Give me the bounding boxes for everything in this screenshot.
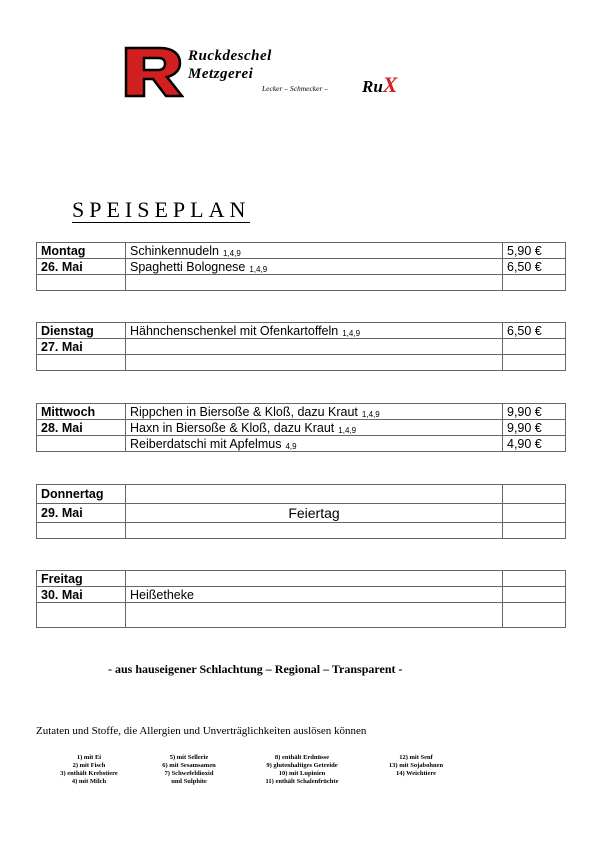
day-date: 26. Mai (37, 259, 126, 275)
table-row (37, 485, 566, 504)
allergen-item: und Sulphite (171, 778, 207, 785)
day-table-friday (36, 570, 566, 628)
logo-r-mark (122, 46, 184, 98)
table-row (37, 404, 566, 420)
dish-cell (126, 339, 503, 355)
empty-cell (37, 275, 126, 291)
allergen-codes: 1,4,9 (342, 328, 361, 338)
dish-cell (126, 523, 503, 539)
dish-cell (126, 275, 503, 291)
empty-cell (37, 523, 126, 539)
day-date: 28. Mai (37, 420, 126, 436)
price: 9,90 € (503, 404, 566, 420)
rux-prefix: Ru (362, 77, 383, 96)
day-name: Dienstag (37, 323, 126, 339)
allergen-codes: 1,4,9 (222, 248, 241, 258)
company-logo (122, 46, 412, 102)
allergen-item: 7) Schwefeldioxid (164, 770, 214, 777)
company-name-line1: Ruckdeschel (188, 48, 272, 64)
allergen-item: 9) glutenhaltiges Getreide (266, 762, 338, 769)
allergen-item: 10) mit Lupinien (278, 770, 326, 777)
rux-suffix: X (382, 72, 398, 97)
allergen-heading: Zutaten und Stoffe, die Allergien und Unverträglichkeiten auslösen können (36, 725, 367, 737)
allergen-item: 8) enthält Erdnüsse (274, 754, 330, 761)
day-name: Montag (37, 243, 126, 259)
dish-cell (126, 355, 503, 371)
price (503, 339, 566, 355)
company-name-line2: Metzgerei (188, 66, 254, 82)
allergen-item: 3) enthält Krebstiere (60, 770, 118, 777)
table-row (37, 355, 566, 371)
dish-name: Hähnchenschenkel mit Ofenkartoffeln (130, 323, 339, 338)
dish-name: Schinkennudeln (130, 243, 219, 258)
table-row (37, 339, 566, 355)
dish-name: Spaghetti Bolognese (130, 259, 246, 274)
allergen-column-2 (152, 754, 226, 786)
price: 6,50 € (503, 323, 566, 339)
price (503, 587, 566, 603)
allergen-item: 6) mit Sesamsamen (162, 762, 216, 769)
dish-cell (126, 259, 503, 275)
price: 5,90 € (503, 243, 566, 259)
slogan: - aus hauseigener Schlachtung – Regional – Transparent - (108, 662, 403, 676)
table-row (37, 420, 566, 436)
allergen-item: 5) mit Sellerie (169, 754, 209, 761)
dish-name: Rippchen in Biersoße & Kloß, dazu Kraut (130, 404, 358, 419)
table-row (37, 243, 566, 259)
allergen-codes: 4,9 (285, 441, 297, 451)
dish-cell (126, 420, 503, 436)
table-row (37, 571, 566, 587)
day-date: 30. Mai (37, 587, 126, 603)
dish-name: Haxn in Biersoße & Kloß, dazu Kraut (130, 420, 335, 435)
dish-cell (126, 323, 503, 339)
allergen-codes: 1,4,9 (249, 264, 268, 274)
dish-cell (126, 485, 503, 504)
company-tagline: Lecker – Schmecker – (262, 84, 329, 93)
allergen-column-4 (378, 754, 454, 778)
day-name: Freitag (37, 571, 126, 587)
day-name: Donnertag (37, 485, 126, 504)
table-row (37, 259, 566, 275)
table-row (37, 436, 566, 452)
dish-cell: Heißetheke (126, 587, 503, 603)
table-row (37, 504, 566, 523)
dish-name: Reiberdatschi mit Apfelmus (130, 436, 282, 451)
allergen-codes: 1,4,9 (338, 425, 357, 435)
price: 4,90 € (503, 436, 566, 452)
empty-cell (37, 355, 126, 371)
allergen-item: 4) mit Milch (71, 778, 107, 785)
price (503, 571, 566, 587)
price (503, 523, 566, 539)
allergen-column-3 (254, 754, 350, 786)
dish-cell (126, 603, 503, 628)
page-title: SPEISEPLAN (72, 197, 251, 222)
dish-cell (126, 571, 503, 587)
allergen-item: 14) Weichtiere (395, 770, 436, 777)
day-table-thursday (36, 484, 566, 539)
empty-cell (37, 603, 126, 628)
day-name: Mittwoch (37, 404, 126, 420)
price (503, 355, 566, 371)
price (503, 603, 566, 628)
allergen-item: 13) mit Sojabohnen (388, 762, 444, 769)
day-table-wednesday (36, 403, 566, 452)
allergen-item: 12) mit Senf (399, 754, 433, 761)
table-row (37, 275, 566, 291)
day-date: 29. Mai (37, 504, 126, 523)
dish-cell (126, 436, 503, 452)
allergen-item: 11) enthält Schalenfrüchte (265, 778, 339, 785)
price (503, 485, 566, 504)
price: 9,90 € (503, 420, 566, 436)
table-row (37, 523, 566, 539)
allergen-item: 2) mit Fisch (72, 762, 106, 769)
price (503, 504, 566, 523)
allergen-item: 1) mit Ei (76, 754, 102, 761)
dish-cell (126, 243, 503, 259)
empty-cell (37, 436, 126, 452)
rux-wordmark (362, 72, 397, 98)
day-table-monday (36, 242, 566, 291)
table-row (37, 603, 566, 628)
day-table-tuesday (36, 322, 566, 371)
holiday-label: Feiertag (126, 504, 503, 523)
price (503, 275, 566, 291)
allergen-codes: 1,4,9 (361, 409, 380, 419)
table-row (37, 587, 566, 603)
day-date: 27. Mai (37, 339, 126, 355)
table-row (37, 323, 566, 339)
allergen-column-1 (52, 754, 126, 786)
price: 6,50 € (503, 259, 566, 275)
dish-cell (126, 404, 503, 420)
